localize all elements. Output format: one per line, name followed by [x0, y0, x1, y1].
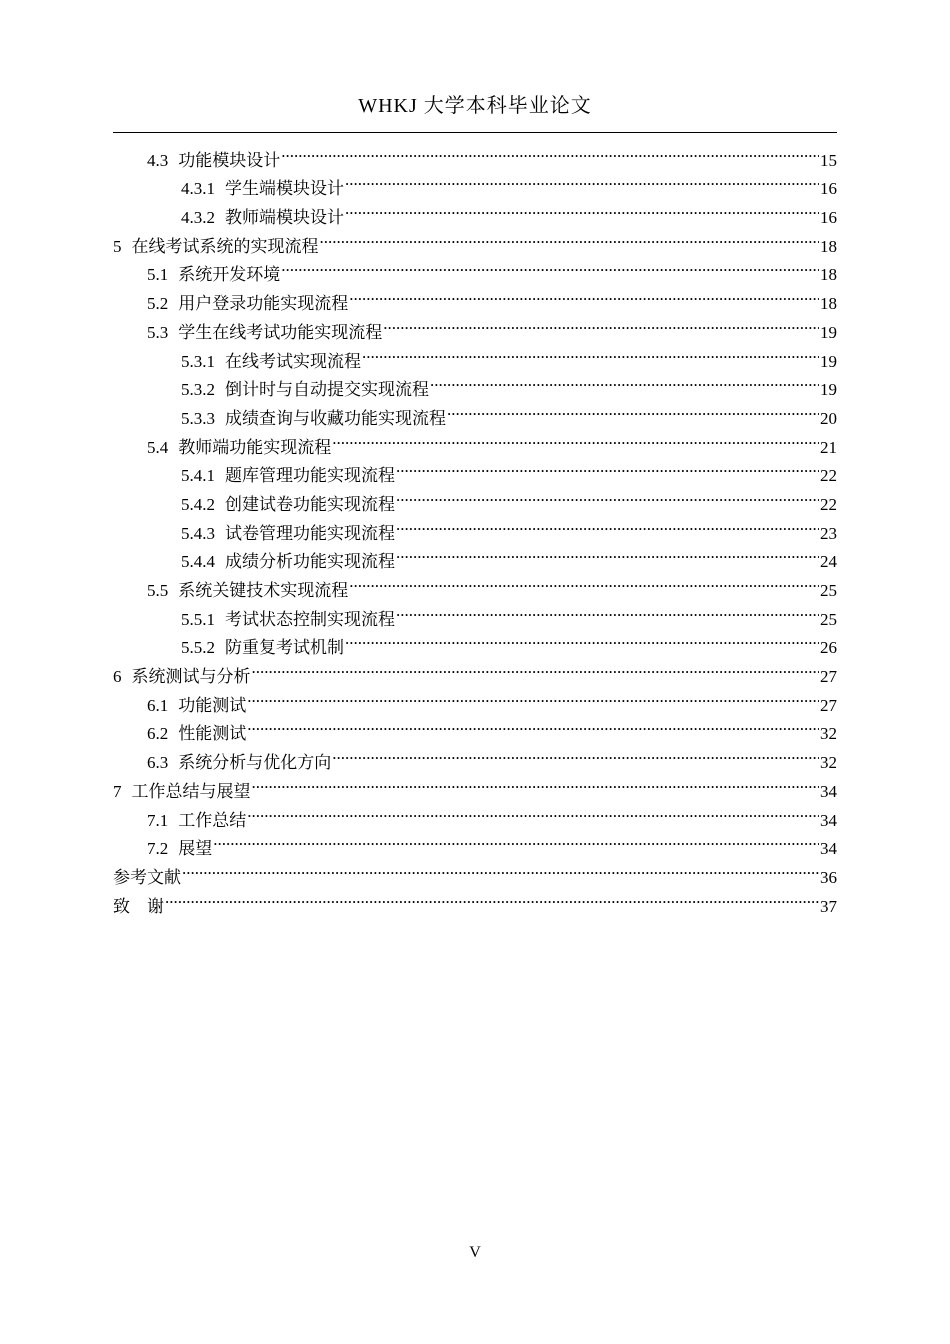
toc-entry-title: 教师端功能实现流程 — [178, 437, 332, 457]
toc-entry-number: 6 — [113, 667, 122, 687]
toc-entry[interactable] — [113, 137, 837, 170]
toc-entry-number: 5.4.3 — [181, 523, 215, 543]
toc-entry-title: 学生端模块设计 — [225, 179, 344, 199]
toc-entry[interactable] — [113, 854, 837, 887]
toc-dot-leader — [349, 567, 819, 596]
toc-entry-number: 5.3.3 — [181, 408, 215, 428]
toc-dot-leader — [349, 280, 819, 309]
toc-entry-page: 25 — [820, 609, 837, 629]
toc-entry-number: 5.4 — [147, 437, 169, 457]
toc-entry-page: 24 — [820, 552, 837, 572]
page-header-title: WHKJ 大学本科毕业论文 — [358, 95, 592, 117]
toc-entry-number: 6.2 — [147, 724, 169, 744]
toc-entry-page: 20 — [820, 408, 837, 428]
toc-dot-leader — [281, 252, 819, 281]
toc-entry[interactable] — [113, 625, 837, 658]
toc-entry[interactable] — [113, 826, 837, 859]
table-of-contents — [113, 137, 837, 916]
toc-entry-title: 功能模块设计 — [178, 150, 281, 170]
toc-entry-page: 15 — [820, 150, 837, 170]
toc-entry-title: 系统测试与分析 — [131, 667, 251, 687]
toc-entry-number: 5.5.1 — [181, 609, 215, 629]
toc-entry-number: 5.4.4 — [181, 552, 215, 572]
toc-entry-number: 4.3.2 — [181, 208, 215, 228]
toc-entry-number: 4.3.1 — [181, 179, 215, 199]
toc-entry-number: 5.4.1 — [181, 466, 215, 486]
toc-entry-number: 4.3 — [147, 150, 169, 170]
toc-entry-page: 37 — [820, 896, 837, 916]
toc-dot-leader — [396, 453, 819, 482]
toc-entry-page: 18 — [820, 294, 837, 314]
toc-entry-number: 7.1 — [147, 810, 169, 830]
toc-entry-page: 18 — [820, 236, 837, 256]
toc-entry-page: 36 — [820, 867, 837, 887]
toc-entry-page: 16 — [820, 208, 837, 228]
toc-entry[interactable] — [113, 481, 837, 514]
page-number: V — [469, 1244, 481, 1261]
toc-dot-leader — [396, 596, 819, 625]
toc-entry-title: 功能测试 — [178, 695, 247, 715]
toc-entry-title: 用户登录功能实现流程 — [178, 294, 349, 314]
toc-entry-title: 参考文献 — [113, 867, 181, 887]
toc-entry-number: 5.5 — [147, 581, 169, 600]
toc-entry-page: 22 — [820, 466, 837, 486]
toc-entry-title: 创建试卷功能实现流程 — [225, 494, 395, 514]
toc-entry-title: 防重复考试机制 — [225, 638, 344, 658]
toc-dot-leader — [362, 338, 819, 367]
toc-dot-leader — [396, 481, 819, 510]
toc-entry-title: 工作总结 — [178, 810, 247, 830]
toc-dot-leader — [345, 625, 819, 654]
toc-entry-number: 5.3.1 — [181, 351, 215, 371]
toc-dot-leader — [430, 367, 819, 396]
toc-entry-title: 系统分析与优化方向 — [178, 753, 332, 773]
toc-entry-page: 32 — [820, 724, 837, 744]
toc-entry-title: 在线考试实现流程 — [225, 351, 361, 371]
toc-entry-page: 19 — [820, 351, 837, 371]
toc-dot-leader — [447, 395, 819, 424]
toc-entry-title: 系统开发环境 — [178, 265, 281, 285]
toc-dot-leader — [345, 194, 819, 223]
toc-entry-title: 题库管理功能实现流程 — [225, 466, 395, 486]
toc-entry[interactable] — [113, 223, 837, 256]
toc-entry-title: 成绩查询与收藏功能实现流程 — [225, 408, 446, 428]
toc-entry[interactable] — [113, 395, 837, 428]
toc-dot-leader — [396, 539, 819, 568]
toc-entry-number: 7 — [113, 781, 122, 801]
toc-entry[interactable] — [113, 653, 837, 687]
toc-entry[interactable] — [113, 883, 837, 916]
toc-entry-number: 7.2 — [147, 839, 169, 859]
toc-entry[interactable] — [113, 539, 837, 572]
toc-entry[interactable] — [113, 567, 837, 600]
toc-dot-leader — [247, 682, 819, 711]
toc-entry-number: 6.1 — [147, 695, 169, 715]
toc-dot-leader — [281, 137, 819, 166]
toc-dot-leader — [252, 653, 820, 682]
toc-entry[interactable] — [113, 194, 837, 228]
toc-entry-title: 在线考试系统的实现流程 — [131, 236, 319, 256]
toc-entry-title: 倒计时与自动提交实现流程 — [225, 380, 429, 400]
toc-dot-leader — [165, 883, 819, 912]
toc-entry-number: 5.2 — [147, 294, 169, 314]
toc-entry-title: 性能测试 — [178, 724, 247, 744]
toc-dot-leader — [213, 826, 819, 855]
toc-entry-title: 致 谢 — [113, 896, 164, 916]
toc-entry-number: 5.1 — [147, 265, 169, 285]
toc-entry-page: 27 — [820, 667, 837, 687]
toc-dot-leader — [332, 739, 819, 768]
toc-entry-title: 系统关键技术实现流程 — [178, 581, 349, 600]
toc-entry-page: 34 — [820, 810, 837, 830]
toc-entry-title: 工作总结与展望 — [131, 781, 251, 801]
toc-entry-page: 22 — [820, 494, 837, 514]
toc-dot-leader — [252, 768, 820, 797]
toc-entry-number: 6.3 — [147, 753, 169, 773]
toc-entry[interactable] — [113, 424, 837, 457]
toc-entry[interactable] — [113, 367, 837, 400]
toc-entry-page: 27 — [820, 695, 837, 715]
toc-dot-leader — [345, 166, 819, 195]
toc-entry-page: 34 — [820, 781, 837, 801]
toc-entry-title: 教师端模块设计 — [225, 208, 344, 228]
toc-entry-number: 5.3.2 — [181, 380, 215, 400]
header-divider — [113, 132, 837, 133]
toc-entry-page: 18 — [820, 265, 837, 285]
toc-entry-page: 34 — [820, 839, 837, 859]
toc-entry-title: 试卷管理功能实现流程 — [225, 523, 395, 543]
toc-dot-leader — [182, 854, 819, 883]
toc-entry-page: 23 — [820, 523, 837, 543]
toc-entry-page: 32 — [820, 753, 837, 773]
toc-entry-page: 19 — [820, 322, 837, 342]
toc-entry-page: 16 — [820, 179, 837, 199]
toc-entry-number: 5.4.2 — [181, 494, 215, 514]
toc-entry-title: 学生在线考试功能实现流程 — [178, 322, 383, 342]
toc-dot-leader — [247, 797, 819, 826]
toc-entry-page: 19 — [820, 380, 837, 400]
toc-entry-title: 成绩分析功能实现流程 — [225, 552, 395, 572]
toc-entry[interactable] — [113, 510, 837, 543]
toc-entry-title: 展望 — [178, 839, 213, 859]
toc-entry-page: 21 — [820, 437, 837, 457]
toc-dot-leader — [332, 424, 819, 453]
toc-entry-page: 26 — [820, 638, 837, 658]
toc-entry-number: 5 — [113, 236, 122, 256]
toc-dot-leader — [320, 223, 820, 252]
toc-dot-leader — [383, 309, 819, 338]
toc-entry-title: 考试状态控制实现流程 — [225, 609, 395, 629]
toc-entry-page: 25 — [820, 581, 837, 600]
toc-dot-leader — [247, 711, 819, 740]
toc-entry-number: 5.3 — [147, 322, 169, 342]
toc-dot-leader — [396, 510, 819, 539]
toc-entry-number: 5.5.2 — [181, 638, 215, 658]
